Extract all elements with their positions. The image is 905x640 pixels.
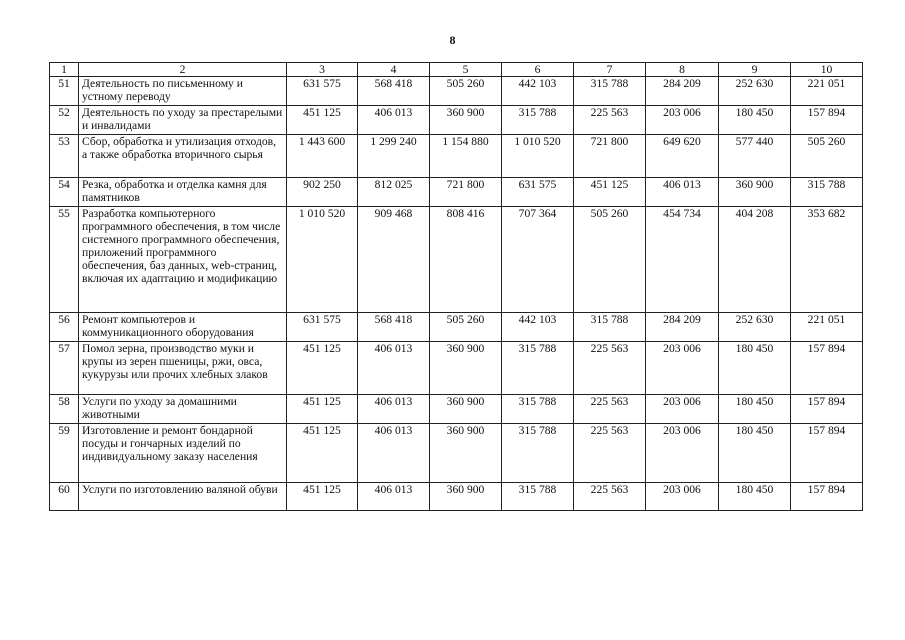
row-number: 55 xyxy=(50,207,79,313)
table-row xyxy=(50,178,863,207)
row-number: 52 xyxy=(50,106,79,135)
row-number: 56 xyxy=(50,313,79,342)
column-header: 4 xyxy=(358,63,430,77)
row-number: 53 xyxy=(50,135,79,178)
value-cell: 315 788 xyxy=(574,77,646,106)
value-cell: 902 250 xyxy=(287,178,358,207)
value-cell: 157 894 xyxy=(791,342,863,395)
value-cell: 221 051 xyxy=(791,77,863,106)
value-cell: 203 006 xyxy=(646,342,719,395)
activity-name: Деятельность по уходу за престарелыми и инвалидами xyxy=(79,106,287,135)
value-cell: 631 575 xyxy=(502,178,574,207)
value-cell: 360 900 xyxy=(430,106,502,135)
value-cell: 451 125 xyxy=(287,424,358,483)
value-cell: 284 209 xyxy=(646,313,719,342)
column-header: 6 xyxy=(502,63,574,77)
value-cell: 406 013 xyxy=(646,178,719,207)
value-cell: 180 450 xyxy=(719,106,791,135)
column-header: 9 xyxy=(719,63,791,77)
value-cell: 631 575 xyxy=(287,313,358,342)
value-cell: 252 630 xyxy=(719,313,791,342)
value-cell: 721 800 xyxy=(574,135,646,178)
value-cell: 157 894 xyxy=(791,424,863,483)
activity-name: Услуги по изготовлению валяной обуви xyxy=(79,483,287,511)
value-cell: 1 010 520 xyxy=(287,207,358,313)
value-cell: 505 260 xyxy=(430,313,502,342)
column-header: 1 xyxy=(50,63,79,77)
value-cell: 360 900 xyxy=(719,178,791,207)
value-cell: 180 450 xyxy=(719,395,791,424)
value-cell: 203 006 xyxy=(646,483,719,511)
value-cell: 315 788 xyxy=(502,424,574,483)
value-cell: 225 563 xyxy=(574,342,646,395)
value-cell: 315 788 xyxy=(502,342,574,395)
row-number: 54 xyxy=(50,178,79,207)
value-cell: 360 900 xyxy=(430,483,502,511)
value-cell: 157 894 xyxy=(791,483,863,511)
value-cell: 315 788 xyxy=(502,106,574,135)
value-cell: 451 125 xyxy=(574,178,646,207)
value-cell: 1 010 520 xyxy=(502,135,574,178)
table-row xyxy=(50,395,863,424)
row-number: 57 xyxy=(50,342,79,395)
value-cell: 454 734 xyxy=(646,207,719,313)
activity-name: Разработка компьютерного программного обеспечения, в том числе системного программного обеспечения, приложений программного обеспечения, баз данных, web-страниц, включая их адаптацию и модификацию xyxy=(79,207,287,313)
value-cell: 406 013 xyxy=(358,342,430,395)
value-cell: 225 563 xyxy=(574,106,646,135)
value-cell: 353 682 xyxy=(791,207,863,313)
row-number: 58 xyxy=(50,395,79,424)
value-cell: 203 006 xyxy=(646,106,719,135)
value-cell: 568 418 xyxy=(358,77,430,106)
value-cell: 225 563 xyxy=(574,424,646,483)
value-cell: 225 563 xyxy=(574,395,646,424)
table-row xyxy=(50,483,863,511)
activity-name: Услуги по уходу за домашними животными xyxy=(79,395,287,424)
value-cell: 225 563 xyxy=(574,483,646,511)
value-cell: 406 013 xyxy=(358,106,430,135)
column-header: 3 xyxy=(287,63,358,77)
header-row xyxy=(50,63,863,77)
value-cell: 221 051 xyxy=(791,313,863,342)
value-cell: 568 418 xyxy=(358,313,430,342)
value-cell: 360 900 xyxy=(430,342,502,395)
activity-name: Ремонт компьютеров и коммуникационного оборудования xyxy=(79,313,287,342)
value-cell: 451 125 xyxy=(287,395,358,424)
value-cell: 157 894 xyxy=(791,395,863,424)
value-cell: 180 450 xyxy=(719,424,791,483)
value-cell: 406 013 xyxy=(358,395,430,424)
column-header: 2 xyxy=(79,63,287,77)
table-row xyxy=(50,342,863,395)
value-cell: 406 013 xyxy=(358,424,430,483)
value-cell: 203 006 xyxy=(646,424,719,483)
value-cell: 451 125 xyxy=(287,483,358,511)
column-header: 5 xyxy=(430,63,502,77)
table-row xyxy=(50,207,863,313)
value-cell: 315 788 xyxy=(791,178,863,207)
value-cell: 404 208 xyxy=(719,207,791,313)
table-row xyxy=(50,313,863,342)
value-cell: 180 450 xyxy=(719,483,791,511)
table-row xyxy=(50,106,863,135)
column-header: 7 xyxy=(574,63,646,77)
value-cell: 442 103 xyxy=(502,77,574,106)
column-header: 10 xyxy=(791,63,863,77)
tariff-table xyxy=(49,62,863,511)
value-cell: 721 800 xyxy=(430,178,502,207)
value-cell: 442 103 xyxy=(502,313,574,342)
value-cell: 315 788 xyxy=(502,395,574,424)
activity-name: Деятельность по письменному и устному переводу xyxy=(79,77,287,106)
table-row xyxy=(50,424,863,483)
value-cell: 1 154 880 xyxy=(430,135,502,178)
value-cell: 451 125 xyxy=(287,342,358,395)
value-cell: 808 416 xyxy=(430,207,502,313)
value-cell: 451 125 xyxy=(287,106,358,135)
value-cell: 649 620 xyxy=(646,135,719,178)
value-cell: 315 788 xyxy=(574,313,646,342)
page-number: 8 xyxy=(449,33,456,47)
table-body xyxy=(50,77,863,511)
value-cell: 505 260 xyxy=(791,135,863,178)
value-cell: 360 900 xyxy=(430,395,502,424)
row-number: 59 xyxy=(50,424,79,483)
row-number: 51 xyxy=(50,77,79,106)
activity-name: Изготовление и ремонт бондарной посуды и гончарных изделий по индивидуальному заказу населения xyxy=(79,424,287,483)
value-cell: 505 260 xyxy=(574,207,646,313)
value-cell: 315 788 xyxy=(502,483,574,511)
table-row xyxy=(50,135,863,178)
value-cell: 360 900 xyxy=(430,424,502,483)
value-cell: 505 260 xyxy=(430,77,502,106)
value-cell: 812 025 xyxy=(358,178,430,207)
column-header: 8 xyxy=(646,63,719,77)
value-cell: 203 006 xyxy=(646,395,719,424)
value-cell: 909 468 xyxy=(358,207,430,313)
value-cell: 577 440 xyxy=(719,135,791,178)
value-cell: 284 209 xyxy=(646,77,719,106)
activity-name: Помол зерна, производство муки и крупы из зерен пшеницы, ржи, овса, кукурузы или прочих хлебных злаков xyxy=(79,342,287,395)
value-cell: 406 013 xyxy=(358,483,430,511)
value-cell: 252 630 xyxy=(719,77,791,106)
value-cell: 707 364 xyxy=(502,207,574,313)
value-cell: 1 443 600 xyxy=(287,135,358,178)
activity-name: Сбор, обработка и утилизация отходов, а также обработка вторичного сырья xyxy=(79,135,287,178)
table-row xyxy=(50,77,863,106)
value-cell: 631 575 xyxy=(287,77,358,106)
value-cell: 180 450 xyxy=(719,342,791,395)
row-number: 60 xyxy=(50,483,79,511)
value-cell: 1 299 240 xyxy=(358,135,430,178)
activity-name: Резка, обработка и отделка камня для памятников xyxy=(79,178,287,207)
value-cell: 157 894 xyxy=(791,106,863,135)
